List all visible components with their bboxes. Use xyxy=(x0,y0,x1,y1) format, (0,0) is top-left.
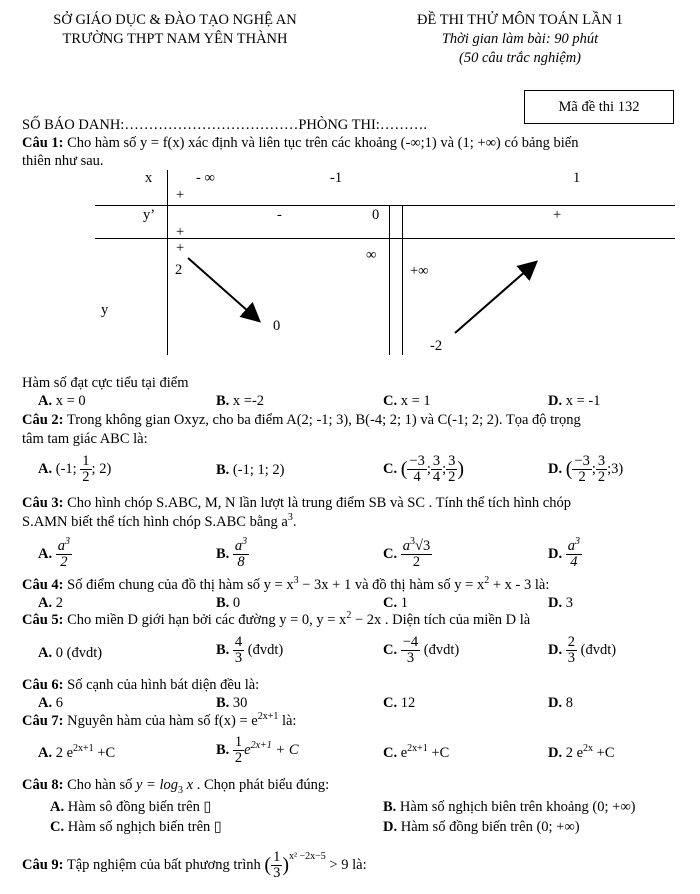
tbl-y-m2: -2 xyxy=(430,338,443,354)
q1-question: Hàm số đạt cực tiểu tại điểm xyxy=(22,375,189,391)
q6-option-a: A. 6 xyxy=(38,695,63,711)
tbl-yp-plus-right: + xyxy=(553,207,562,223)
q3-option-a: A. $\frac{a^3}{2}$ xyxy=(38,536,70,571)
q6-option-c: C. 12 xyxy=(383,695,416,711)
q7-option-c: C. $e^{2x+1} +C$ xyxy=(383,743,450,761)
q9-text: Câu 9: Tập nghiệm của bất phương trình ( $\frac{1}{3}$ )$^{x^2 -2x-5}$ > 9 là: xyxy=(22,849,367,882)
q5-option-b: B. $\frac{4}{3}$ (đvdt) xyxy=(216,634,284,667)
q3-option-d: D. $\frac{a^3}{4}$ xyxy=(548,536,580,571)
school-name: TRƯỜNG THPT NAM YÊN THÀNH xyxy=(62,31,288,47)
q8-option-b: B. Hàm số nghịch biên trên khoảng (0; +∞) xyxy=(383,799,636,815)
q8-text: Câu 8: Cho hàn số $y = \log_3 x$ . Chọn phát biểu đúng: xyxy=(22,777,330,796)
exam-time: Thời gian làm bài: 90 phút xyxy=(441,31,599,47)
q3-option-b: B. $\frac{a^3}{8}$ xyxy=(216,536,248,571)
q4-option-c: C. 1 xyxy=(383,595,408,611)
exam-code: Mã đề thi 132 xyxy=(558,99,640,115)
tbl-yp-minus: - xyxy=(277,207,282,223)
q1-option-c: C. x = 1 xyxy=(383,393,431,409)
tbl-x-neg-inf: - ∞ xyxy=(196,170,215,186)
q7-text: Câu 7: Nguyên hàm của hàm số $f(x) = e^{2x+1}$ là: xyxy=(22,711,297,729)
tbl-yp: y’ xyxy=(143,207,156,223)
q8-option-a: A. Hàm sô đồng biến trên ▯ xyxy=(50,799,212,815)
arrow-up xyxy=(455,263,535,333)
tbl-x-1: 1 xyxy=(573,170,581,186)
q6-option-d: D. 8 xyxy=(548,695,573,711)
q3-option-c: C. $\frac{a^3√3}{2}$ xyxy=(383,536,431,571)
q7-option-d: D. 2 $e^{2x} +C$ xyxy=(548,743,615,761)
exam-count: (50 câu trắc nghiệm) xyxy=(458,50,581,66)
q1-option-a: A. x = 0 xyxy=(38,393,86,409)
q1-text-2: thiên như sau. xyxy=(22,153,104,169)
q3-text: Câu 3: Cho hình chóp S.ABC, M, N lần lượt là trung điểm SB và SC . Tính thể tích hình chóp xyxy=(22,495,571,511)
arrow-down xyxy=(188,258,258,320)
q4-option-d: D. 3 xyxy=(548,595,573,611)
q8-option-d: D. Hàm số đồng biến trên (0; +∞) xyxy=(383,819,580,835)
tbl-yp-plus-left: + xyxy=(176,224,185,240)
q1-option-d: D. x = -1 xyxy=(548,393,601,409)
tbl-yp-zero: 0 xyxy=(372,207,380,223)
tbl-y-2: 2 xyxy=(175,262,183,278)
q8-option-c: C. Hàm số nghịch biến trên ▯ xyxy=(50,819,222,835)
q5-option-d: D. $\frac{2}{3}$ (đvdt) xyxy=(548,634,617,667)
tbl-y-inf: ∞ xyxy=(366,247,377,263)
q5-option-a: A. 0 (đvdt) xyxy=(38,645,103,661)
q5-option-c: C. $\frac{-4}{3}$ (đvdt) xyxy=(383,634,460,667)
tbl-x-plus: + xyxy=(176,187,185,203)
q6-option-b: B. 30 xyxy=(216,695,248,711)
tbl-x: x xyxy=(145,170,153,186)
q2-option-c: C. ( $\frac{-3}{4}$ ; $\frac{3}{4}$ ; $\frac{3}{2}$ ) xyxy=(383,453,465,486)
q2-text-2: tâm tam giác ABC là: xyxy=(22,431,148,447)
dept-name: SỞ GIÁO DỤC & ĐÀO TẠO NGHỆ AN xyxy=(53,12,297,28)
q4-option-a: A. 2 xyxy=(38,595,63,611)
q5-text: Câu 5: Cho miền D giới hạn bởi các đường y = 0, $y = x^2 - 2x$ . Diện tích của miền D là xyxy=(22,610,531,628)
q2-option-a: A. (-1; $\frac{1}{2}$ ; 2) xyxy=(38,453,112,486)
tbl-y: y xyxy=(101,302,109,318)
q2-text: Câu 2: Trong không gian Oxyz, cho ba điểm A(2; -1; 3), B(-4; 2; 1) và C(-1; 2; 2). Tọa độ trọng xyxy=(22,412,581,428)
tbl-y-0: 0 xyxy=(273,318,281,334)
q4-text: Câu 4: Số điểm chung của đồ thị hàm số $y = x^3 - 3x + 1$ và đồ thị hàm số $y = x^2 + x - 3$ là: xyxy=(22,575,550,593)
q7-option-a: A. 2 $e^{2x+1} +C$ xyxy=(38,743,116,761)
q1-text: Câu 1: Cho hàm số y = f(x) xác định và liên tục trên các khoảng (-∞;1) và (1; +∞) có bảng biến xyxy=(22,135,579,151)
q6-text: Câu 6: Số cạnh của hình bát diện đều là: xyxy=(22,677,260,693)
q2-option-d: D. ( $\frac{-3}{2}$ ; $\frac{3}{2}$ ;3) xyxy=(548,453,624,486)
q1-option-b: B. x =-2 xyxy=(216,393,265,409)
tbl-y-plus-top: + xyxy=(176,240,185,256)
q3-text-2: S.AMN biết thể tích hình chóp S.ABC bằng $a^3$. xyxy=(22,512,297,530)
q4-option-b: B. 0 xyxy=(216,595,241,611)
q7-option-b: B. $\frac{1}{2}$ $e^{2x+1} + C$ xyxy=(216,734,299,767)
exam-title: ĐỀ THI THỬ MÔN TOÁN LẦN 1 xyxy=(417,12,623,28)
tbl-y-plus-inf: +∞ xyxy=(410,263,429,279)
q2-option-b: B. (-1; 1; 2) xyxy=(216,462,285,478)
candidate-line: SỐ BÁO DANH:………………………………PHÒNG THI:………. xyxy=(22,117,427,133)
tbl-x-m1: -1 xyxy=(330,170,343,186)
